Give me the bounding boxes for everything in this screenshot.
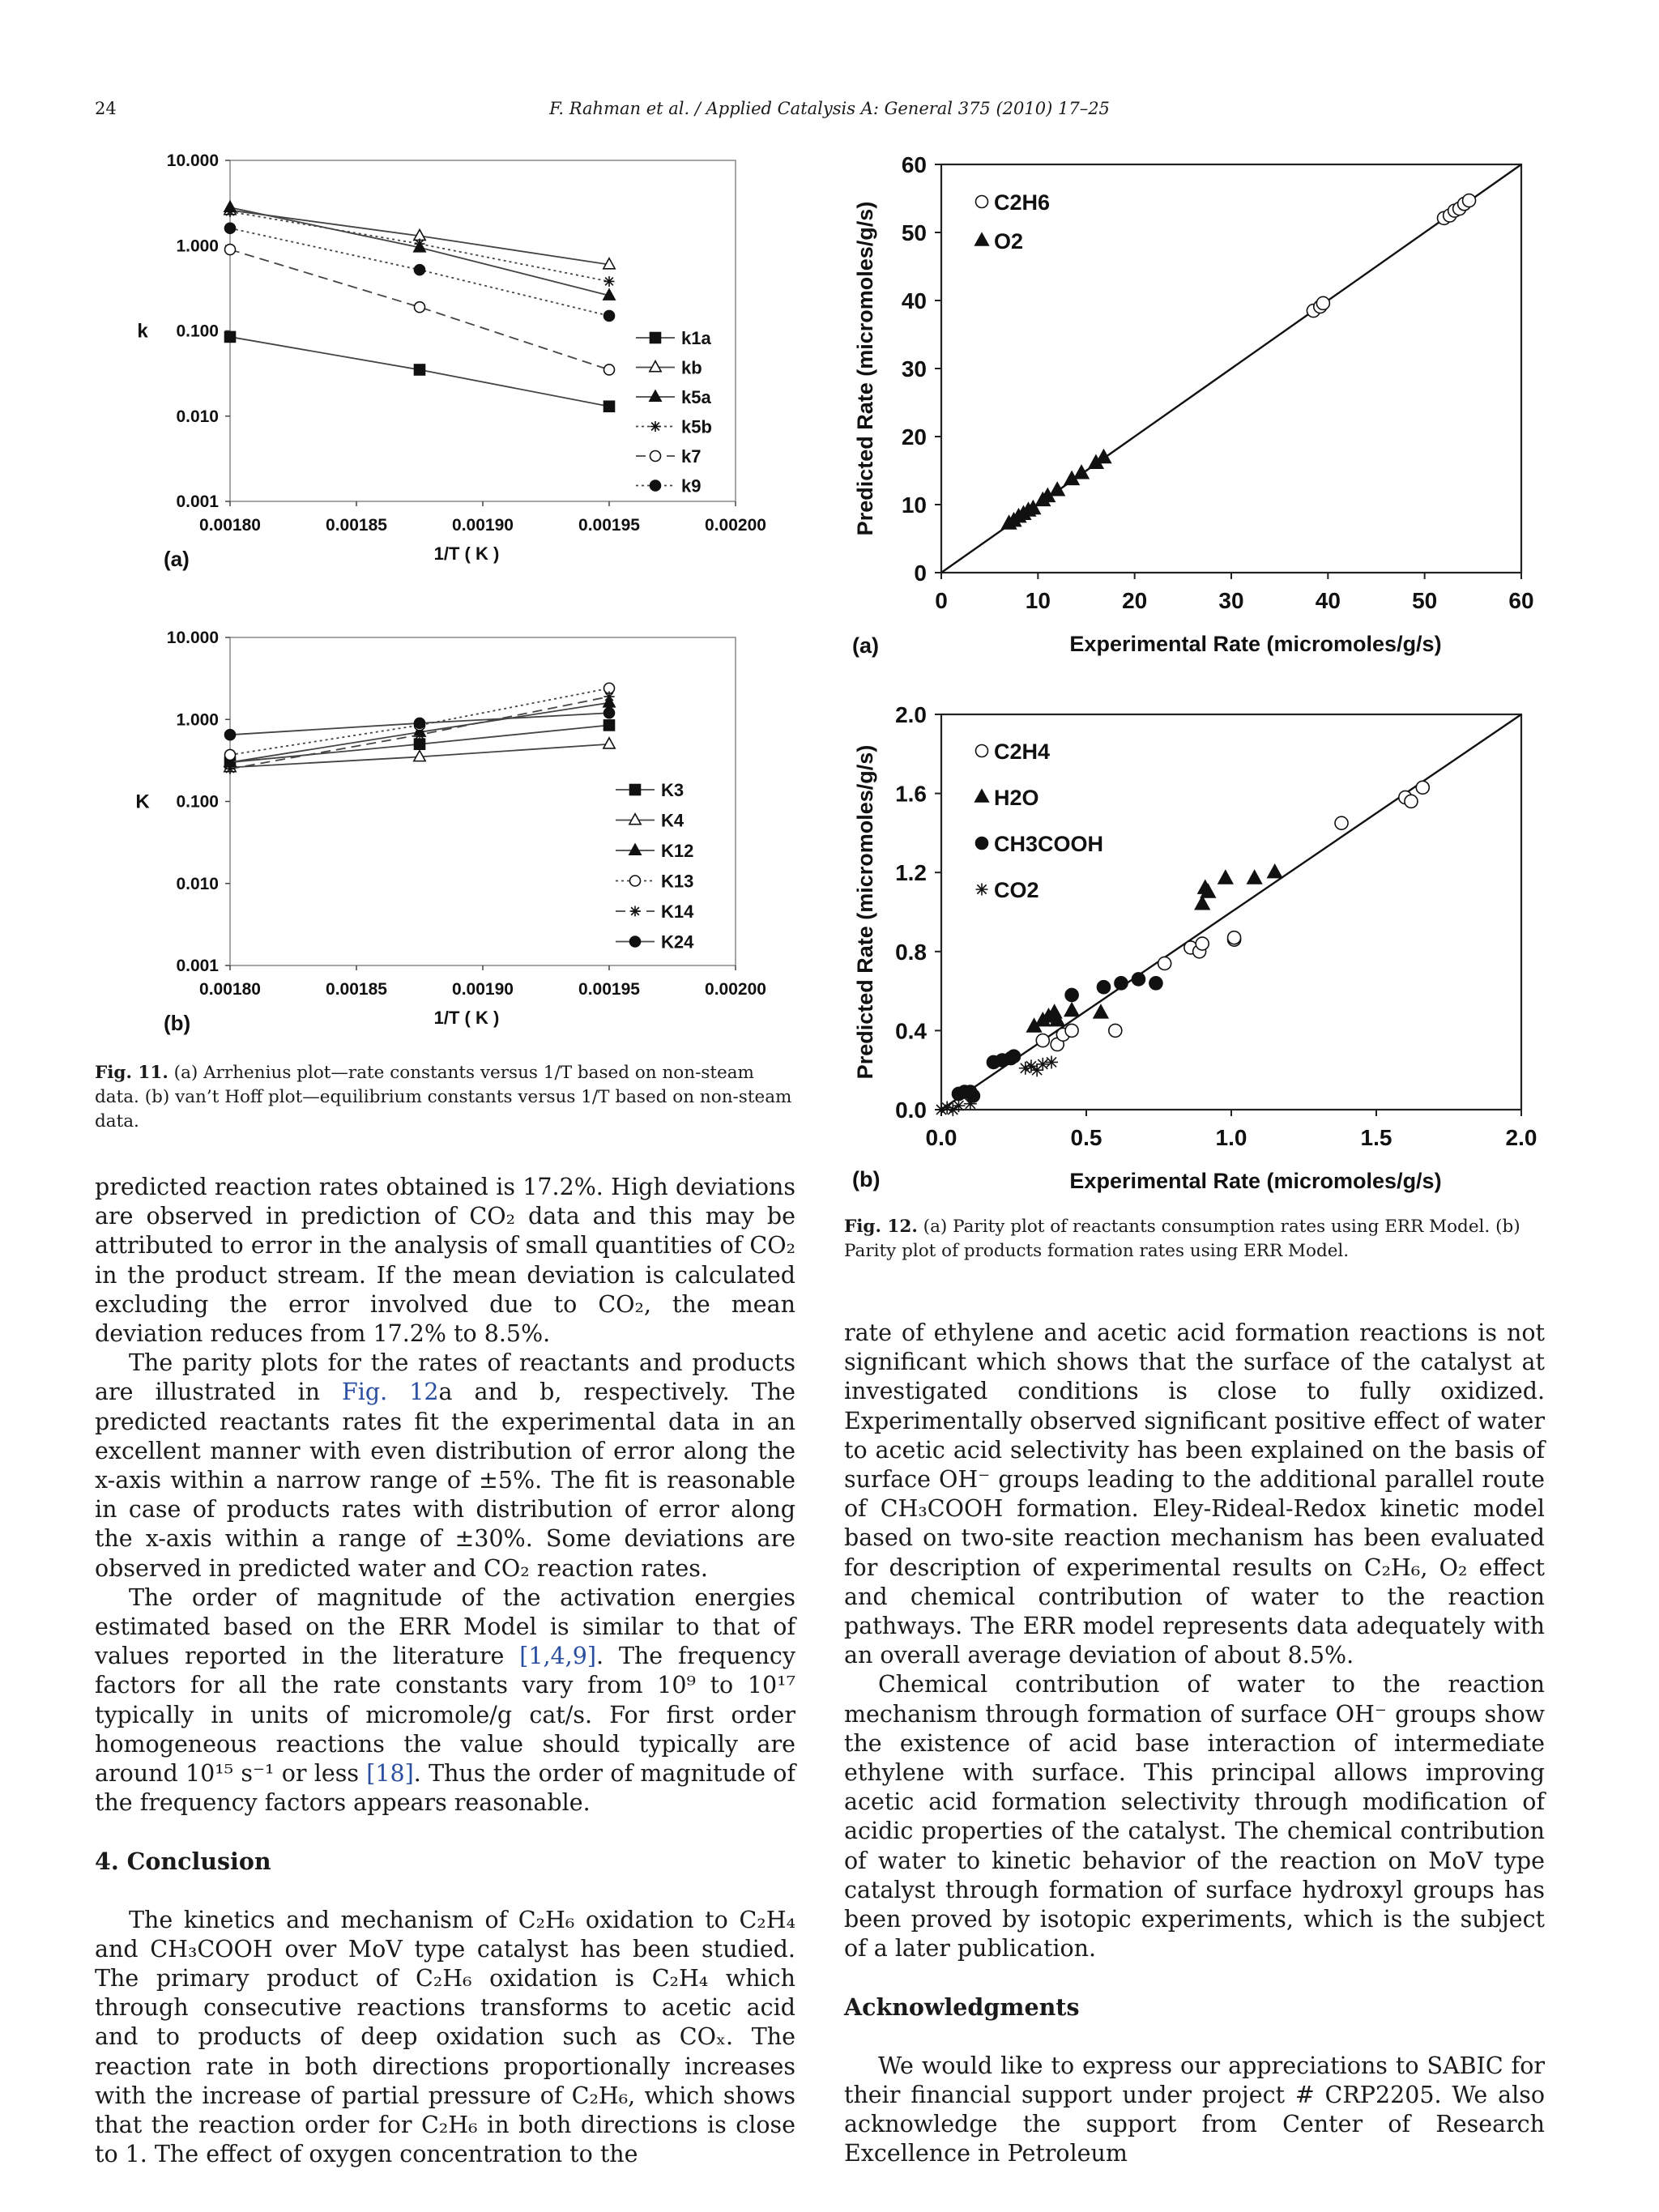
data-point <box>225 245 236 255</box>
data-point <box>952 1099 965 1112</box>
y-tick-label: 1.2 <box>895 860 927 886</box>
y-tick-label: 0.010 <box>176 407 219 426</box>
legend-label: K4 <box>661 810 684 831</box>
y-tick-label: 0.001 <box>176 492 219 511</box>
legend-marker <box>976 837 988 850</box>
data-point <box>225 730 236 740</box>
legend-marker <box>650 480 661 491</box>
paragraph-conclusion: The kinetics and mechanism of C₂H₆ oxidation to C₂H₄ and CH₃COOH over MoV type catalyst has been studied. The primary product of C₂H₆ oxidation is C₂H₄ which through consecutive reactions transforms to acetic acid and to products of deep oxidation such as COₓ. The reaction rate in both directions proportionally increases with the increase of partial pressure of C₂H₆, which shows that the reaction order for C₂H₆ in both directions is close to 1. The effect of oxygen concentration to the <box>95 1906 795 2168</box>
data-point <box>415 302 425 313</box>
figure-12-caption-text: (a) Parity plot of reactants consumption rates using ERR Model. (b) Parity plot of products formation rates using ERR Model. <box>844 1217 1520 1261</box>
paragraph-text: The parity plots for the rates of reactants and products are illustrated in <box>95 1349 795 1406</box>
legend-label: CH3COOH <box>994 832 1104 856</box>
y-axis-label: K <box>135 791 150 813</box>
data-point <box>1228 931 1241 944</box>
paragraph-conclusion-continued: rate of ethylene and acetic acid formation reactions is not significant which shows that the surface of the catalyst at investigated conditions is close to fully oxidized. Experimentally observed significant positive effect of water to acetic acid selectivity has been explained on the basis of surface OH⁻ groups leading to the additional parallel route of CH₃COOH formation. Eley-Rideal-Redox kinetic model based on two-site reaction mechanism has been evaluated for description of experimental results on C₂H₆, O₂ effect and chemical contribution of water to the reaction pathways. The ERR model represents data adequately with an overall average deviation of about 8.5%. <box>844 1319 1545 1669</box>
figure-11-caption-text: (a) Arrhenius plot—rate constants versus 1/T based on non-steam data. (b) van’t Hoff plot—equilibrium constants versus 1/T based on non-steam data. <box>95 1063 792 1132</box>
y-tick-label: 1.000 <box>176 710 219 730</box>
legend-label: K24 <box>661 931 694 953</box>
legend-marker <box>976 196 988 208</box>
y-tick-label: 0.010 <box>176 874 219 893</box>
x-tick-label: 20 <box>1122 588 1148 613</box>
panel-label: (b) <box>852 1167 881 1191</box>
figure-12-caption-label: Fig. 12. <box>844 1217 918 1237</box>
y-tick-label: 2.0 <box>895 702 927 727</box>
legend-label: C2H4 <box>994 739 1051 764</box>
x-tick-label: 0.00180 <box>199 980 261 999</box>
y-tick-label: 10.000 <box>166 151 219 170</box>
y-tick-label: 1.6 <box>895 781 927 807</box>
y-tick-label: 0 <box>914 560 927 586</box>
data-point <box>415 239 425 249</box>
figure-11a-arrhenius-plot <box>105 146 794 583</box>
data-point <box>604 401 615 411</box>
left-text-column <box>95 1173 795 2170</box>
legend-label: k9 <box>681 475 702 497</box>
data-point <box>1416 781 1429 794</box>
paragraph-water-contribution: Chemical contribution of water to the reaction mechanism through formation of surface OH⁻ groups show the existence of acid base interaction of intermediate ethylene with surface. This principal allows improving acetic acid formation selectivity through modification of acidic properties of the catalyst. The chemical contribution of water to kinetic behavior of the reaction on MoV type catalyst through formation of surface hydroxyl groups has been proved by isotopic experiments, which is the subject of a later publication. <box>844 1671 1545 1963</box>
x-tick-label: 0.00185 <box>326 980 387 999</box>
x-tick-label: 0.5 <box>1070 1125 1102 1150</box>
data-point <box>1065 1024 1078 1037</box>
legend-marker <box>630 906 641 917</box>
data-point <box>1463 194 1476 207</box>
y-tick-label: 1.000 <box>176 237 219 256</box>
x-tick-label: 0.0 <box>925 1125 957 1150</box>
legend-marker <box>630 785 641 795</box>
panel-label: (b) <box>164 1011 191 1035</box>
y-tick-label: 40 <box>901 288 927 313</box>
data-point <box>1036 1058 1049 1071</box>
data-point <box>604 692 615 702</box>
x-tick-label: 0.00190 <box>452 980 514 999</box>
legend-marker <box>650 421 661 432</box>
y-tick-label: 50 <box>901 220 927 245</box>
x-tick-label: 1.5 <box>1360 1125 1392 1150</box>
x-tick-label: 0.00195 <box>578 516 640 535</box>
paragraph-activation-energies <box>95 1583 795 1818</box>
data-point <box>1008 1050 1021 1063</box>
paragraph-parity-plots <box>95 1349 795 1583</box>
x-tick-label: 40 <box>1315 588 1341 613</box>
figure-12b-parity-plot-products <box>842 697 1572 1199</box>
page-number: 24 <box>95 99 117 118</box>
y-tick-label: 0.8 <box>895 939 927 965</box>
data-point <box>415 730 425 740</box>
x-tick-label: 30 <box>1218 588 1244 613</box>
plot-area <box>230 160 736 501</box>
y-axis-label: Predicted Rate (micromoles/g/s) <box>853 744 877 1080</box>
legend-marker <box>630 876 641 886</box>
x-axis-label: 1/T ( K ) <box>433 1008 500 1028</box>
x-tick-label: 0.00195 <box>578 980 640 999</box>
right-text-column <box>844 1319 1545 2168</box>
data-point <box>415 718 425 728</box>
plot-area <box>230 637 736 965</box>
y-tick-label: 0.001 <box>176 957 219 975</box>
y-tick-label: 30 <box>901 356 927 381</box>
section-heading-conclusion: 4. Conclusion <box>95 1848 271 1876</box>
x-tick-label: 1.0 <box>1215 1125 1247 1150</box>
panel-label: (a) <box>164 547 190 571</box>
data-point <box>225 764 236 774</box>
x-axis-label: Experimental Rate (micromoles/g/s) <box>1069 1169 1442 1193</box>
data-point <box>1045 1055 1058 1068</box>
figure-11-caption-label: Fig. 11. <box>95 1063 168 1083</box>
x-tick-label: 0.00180 <box>199 516 261 535</box>
legend-marker <box>650 451 661 462</box>
figure-12a-parity-plot-reactants <box>842 146 1572 664</box>
legend-label: k1a <box>681 328 711 348</box>
legend-label: K3 <box>661 780 684 800</box>
legend-label: K13 <box>661 871 694 892</box>
data-point <box>1109 1024 1122 1037</box>
paragraph-text: . The frequency factors for all the rate constants vary from 10⁹ to 10¹⁷ typically in units of micromole/g cat/s. For first order homogeneous reactions the value should typically are around 10¹⁵ s⁻¹ or less <box>95 1643 795 1788</box>
legend-marker <box>976 745 988 757</box>
data-point <box>1097 981 1110 994</box>
y-tick-label: 0.4 <box>895 1018 927 1044</box>
legend-marker <box>976 884 988 896</box>
x-tick-label: 0 <box>935 588 948 613</box>
paragraph-text: a and b, respectively. The predicted reactants rates fit the experimental data in an excellent manner with even distribution of error along the x-axis within a narrow range of ±5%. The fit is reasonable in case of products rates with distribution of error along the x-axis within a range of ±30%. Some deviations are observed in predicted water and CO₂ reaction rates. <box>95 1379 795 1582</box>
x-tick-label: 0.00200 <box>705 980 766 999</box>
legend-label: CO2 <box>994 878 1039 902</box>
y-tick-label: 60 <box>901 152 927 177</box>
y-tick-label: 0.0 <box>895 1097 927 1123</box>
y-tick-label: 0.100 <box>176 792 219 812</box>
y-tick-label: 20 <box>901 424 927 450</box>
y-axis-label: k <box>137 320 148 343</box>
section-heading-acknowledgments: Acknowledgments <box>844 1993 1080 2022</box>
x-axis-label: Experimental Rate (micromoles/g/s) <box>1069 632 1442 656</box>
panel-label: (a) <box>852 633 879 658</box>
data-point <box>604 276 615 287</box>
y-tick-label: 10.000 <box>166 629 219 647</box>
paragraph-text: . Thus the order of magnitude of the frequency factors appears reasonable. <box>95 1760 796 1817</box>
data-point <box>225 207 236 217</box>
data-point <box>964 1097 977 1110</box>
data-point <box>604 310 615 321</box>
data-point <box>1405 795 1418 808</box>
x-tick-label: 0.00190 <box>452 516 514 535</box>
legend-label: K14 <box>661 901 694 922</box>
data-point <box>225 223 236 233</box>
data-point <box>604 364 615 375</box>
data-point <box>1065 988 1078 1001</box>
paragraph-deviation: predicted reaction rates obtained is 17.2%. High deviations are observed in prediction of CO₂ data and this may be attributed to error in the analysis of small quantities of CO₂ in the product stream. If the mean deviation is calculated excluding the error involved due to CO₂, the mean deviation reduces from 17.2% to 8.5%. <box>95 1174 795 1348</box>
legend-label: H2O <box>994 786 1039 810</box>
data-point <box>1196 937 1209 950</box>
data-point <box>1036 1034 1049 1047</box>
figure-11b-vant-hoff-plot <box>105 624 794 1061</box>
paragraph-text: The order of magnitude of the activation energies estimated based on the ERR Model is similar to that of values reported in the literature <box>95 1583 795 1670</box>
citation-link[interactable]: [1,4,9] <box>519 1643 596 1670</box>
figure-12-caption <box>844 1215 1545 1264</box>
x-tick-label: 10 <box>1025 588 1051 613</box>
x-tick-label: 60 <box>1508 588 1534 613</box>
paragraph-acknowledgments: We would like to express our appreciations to SABIC for their financial support under project # CRP2205. We also acknowledge the support from Center of Research Excellence in Petroleum <box>844 2052 1545 2167</box>
legend-label: k5b <box>681 416 712 437</box>
x-tick-label: 50 <box>1412 588 1438 613</box>
data-point <box>415 364 425 375</box>
legend-label: kb <box>681 357 702 378</box>
legend-marker <box>630 936 641 947</box>
x-tick-label: 2.0 <box>1505 1125 1537 1150</box>
y-tick-label: 0.100 <box>176 322 219 341</box>
legend-label: k7 <box>681 446 702 467</box>
figure-12-link[interactable]: Fig. 12 <box>342 1379 439 1406</box>
data-point <box>1316 296 1329 309</box>
x-tick-label: 0.00200 <box>705 516 766 535</box>
data-point <box>1335 816 1348 829</box>
x-axis-label: 1/T ( K ) <box>433 543 500 564</box>
data-point <box>1149 977 1162 990</box>
running-title: F. Rahman et al. / Applied Catalysis A: General 375 (2010) 17–25 <box>549 99 1110 118</box>
legend-label: k5a <box>681 387 711 407</box>
data-point <box>1115 977 1128 990</box>
data-point <box>1132 973 1145 986</box>
data-point <box>225 749 236 760</box>
data-point <box>415 265 425 275</box>
data-point <box>225 331 236 342</box>
data-point <box>604 708 615 718</box>
y-axis-label: Predicted Rate (micromoles/g/s) <box>853 201 877 536</box>
x-tick-label: 0.00185 <box>326 516 387 535</box>
data-point <box>1158 957 1171 970</box>
legend-marker <box>650 333 661 343</box>
data-point <box>415 739 425 749</box>
legend-label: K12 <box>661 841 694 861</box>
y-tick-label: 10 <box>901 492 927 518</box>
figure-11-caption <box>95 1061 795 1134</box>
legend-label: O2 <box>994 229 1024 254</box>
legend-label: C2H6 <box>994 190 1051 215</box>
data-point <box>604 720 615 731</box>
legend-entry <box>976 832 1104 856</box>
citation-link[interactable]: [18] <box>366 1760 414 1788</box>
